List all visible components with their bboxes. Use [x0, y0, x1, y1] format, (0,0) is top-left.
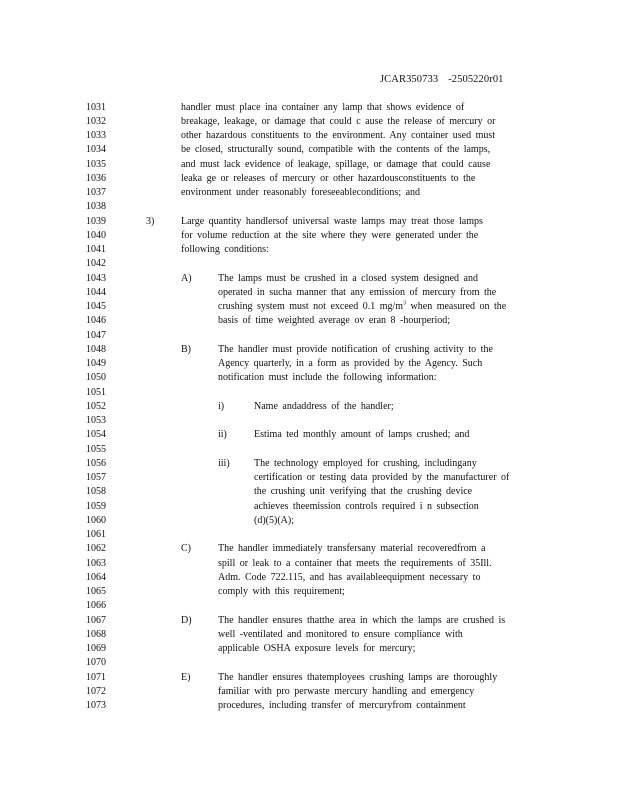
line-text-main: Estima ted monthly amount of lamps crushed; and	[254, 429, 470, 441]
line-text	[181, 158, 490, 172]
item-label: i)	[218, 400, 225, 412]
line-number: 1053	[86, 415, 106, 426]
line-number: 1063	[86, 557, 106, 569]
line-text-main: achieves theemission controls required i n subsection	[254, 500, 479, 512]
line-text-main: handler must place ina container any lamp that shows evidence of	[181, 101, 465, 113]
line-number: 1037	[86, 187, 106, 198]
line-text-main: crushing system must not exceed 0.1 mg/m	[218, 301, 404, 312]
line-text-main: for volume reduction at the site where they were generated under the	[181, 229, 479, 241]
line-text	[181, 215, 483, 229]
line-number: 1043	[86, 272, 106, 284]
line-text-main: notification must include the following information:	[218, 372, 437, 384]
line-number: 1039	[86, 215, 106, 227]
line-number: 1044	[86, 286, 106, 298]
line-text	[254, 400, 394, 414]
line-text	[181, 186, 420, 200]
line-text	[254, 500, 479, 514]
line-number: 1062	[86, 543, 106, 555]
line-text-main: breakage, leakage, or damage that could c ause the release of mercury or	[181, 115, 496, 127]
line-text	[218, 357, 482, 371]
line-number: 1047	[86, 329, 106, 341]
line-text	[218, 642, 415, 656]
line-number: 1054	[86, 429, 106, 441]
line-text-main: other hazardous constituents to the environment. Any container used must	[181, 130, 496, 141]
item-label: D)	[181, 614, 192, 626]
line-text-main: The handler ensures thatemployees crushing lamps are thoroughly	[218, 671, 498, 683]
line-text	[218, 571, 480, 585]
line-text-main: Adm. Code 722.115, and has availableequipment necessary to	[218, 571, 481, 583]
line-text-main: be closed, structurally sound, compatible with the contents of the lamps,	[181, 144, 491, 156]
line-number: 1031	[86, 101, 106, 113]
line-text	[181, 243, 269, 257]
line-text-main: applicable OSHA exposure levels for mercury;	[218, 643, 416, 654]
line-text	[254, 428, 469, 442]
line-text	[254, 514, 294, 528]
line-text-main: Large quantity handlersof universal waste lamps may treat those lamps	[181, 215, 483, 227]
line-text-main: The handler immediately transfersany material recoveredfrom a	[218, 543, 486, 555]
line-number: 1059	[86, 500, 106, 512]
line-number: 1048	[86, 343, 106, 355]
line-number: 1056	[86, 457, 106, 469]
line-text	[218, 272, 478, 286]
line-number: 1035	[86, 158, 106, 170]
line-number: 1072	[86, 685, 106, 697]
line-number: 1034	[86, 144, 106, 156]
line-text-main: leaka ge or releases of mercury or other hazardousconstituents to the	[181, 172, 476, 184]
line-text-main: The handler must provide notification of crushing activity to the	[218, 343, 493, 355]
line-text	[218, 685, 474, 699]
line-number: 1051	[86, 386, 106, 398]
line-text-main: comply with this requirement;	[218, 586, 345, 597]
line-number: 1055	[86, 443, 106, 455]
line-text-main: well -ventilated and monitored to ensure compliance with	[218, 628, 463, 640]
line-number: 1066	[86, 600, 106, 612]
line-number: 1068	[86, 628, 106, 640]
line-text-main: The lamps must be crushed in a closed system designed and	[218, 272, 478, 284]
line-number: 1064	[86, 571, 106, 583]
line-text	[218, 286, 496, 300]
line-number: 1061	[86, 529, 106, 540]
item-label: iii)	[218, 457, 230, 469]
line-text	[218, 314, 450, 328]
line-text	[181, 229, 478, 243]
line-number: 1045	[86, 301, 106, 312]
line-text-main: operated in sucha manner that any emission of mercury from the	[218, 286, 497, 298]
line-text	[181, 101, 464, 115]
line-text	[254, 471, 509, 485]
line-number: 1046	[86, 315, 106, 327]
line-number: 1052	[86, 400, 106, 412]
line-text-main: the crushing unit verifying that the crushing device	[254, 486, 473, 498]
line-number: 1038	[86, 201, 106, 213]
line-text	[218, 628, 463, 642]
line-text	[181, 143, 490, 157]
line-number: 1057	[86, 472, 106, 483]
line-number: 1041	[86, 244, 106, 255]
line-text-main: Name andaddress of the handler;	[254, 400, 394, 412]
line-text-main: familiar with pro perwaste mercury handling and emergency	[218, 685, 475, 697]
line-text-continued: when measured on the	[406, 301, 507, 312]
line-number: 1033	[86, 130, 106, 141]
line-text	[218, 371, 437, 385]
item-label: ii)	[218, 429, 227, 441]
item-label: C)	[181, 543, 191, 555]
line-text-main: and must lack evidence of leakage, spillage, or damage that could cause	[181, 158, 491, 170]
line-number: 1065	[86, 586, 106, 597]
line-text-main: certification or testing data provided by the manufacturer of	[254, 472, 510, 483]
line-number: 1070	[86, 657, 106, 669]
line-number: 1032	[86, 115, 106, 127]
line-text	[254, 457, 477, 471]
line-text-main: spill or leak to a container that meets the requirements of 35Ill.	[218, 557, 492, 569]
line-text	[181, 172, 475, 186]
line-text	[218, 343, 493, 357]
line-number: 1060	[86, 514, 106, 526]
line-text-main: environment under reasonably foreseeableconditions; and	[181, 187, 421, 198]
page-header	[380, 74, 504, 85]
document-code: JCAR350733	[380, 74, 439, 85]
line-text	[181, 129, 495, 143]
line-number: 1067	[86, 614, 106, 626]
item-label: A)	[181, 272, 192, 284]
line-text-main: The technology employed for crushing, includingany	[254, 457, 477, 469]
line-text	[218, 300, 506, 314]
line-text	[181, 115, 495, 129]
line-number: 1073	[86, 700, 106, 711]
line-text-main: basis of time weighted average ov eran 8 -hourperiod;	[218, 315, 451, 327]
superscript: 3	[403, 300, 407, 307]
line-number: 1071	[86, 671, 106, 683]
line-text	[218, 542, 485, 556]
line-text	[218, 614, 505, 628]
line-text	[218, 557, 492, 571]
line-number: 1058	[86, 486, 106, 498]
line-text-main: (d)(5)(A);	[254, 514, 294, 526]
line-text-main: following conditions:	[181, 244, 269, 255]
line-text-main: procedures, including transfer of mercuryfrom containment	[218, 700, 466, 711]
line-number: 1036	[86, 172, 106, 184]
line-text	[218, 671, 497, 685]
line-text-main: Agency quarterly, in a form as provided by the Agency. Such	[218, 358, 483, 369]
line-number: 1050	[86, 372, 106, 384]
item-label: B)	[181, 343, 191, 355]
line-number: 1069	[86, 643, 106, 654]
line-text-main: The handler ensures thatthe area in which the lamps are crushed is	[218, 614, 506, 626]
line-text	[218, 699, 466, 713]
revision-code: -2505220r01	[448, 74, 504, 85]
line-text	[254, 485, 472, 499]
line-text	[218, 585, 345, 599]
line-number: 1049	[86, 358, 106, 369]
item-label: E)	[181, 671, 191, 683]
line-number: 1040	[86, 229, 106, 241]
line-number: 1042	[86, 258, 106, 270]
item-label: 3)	[146, 215, 155, 227]
